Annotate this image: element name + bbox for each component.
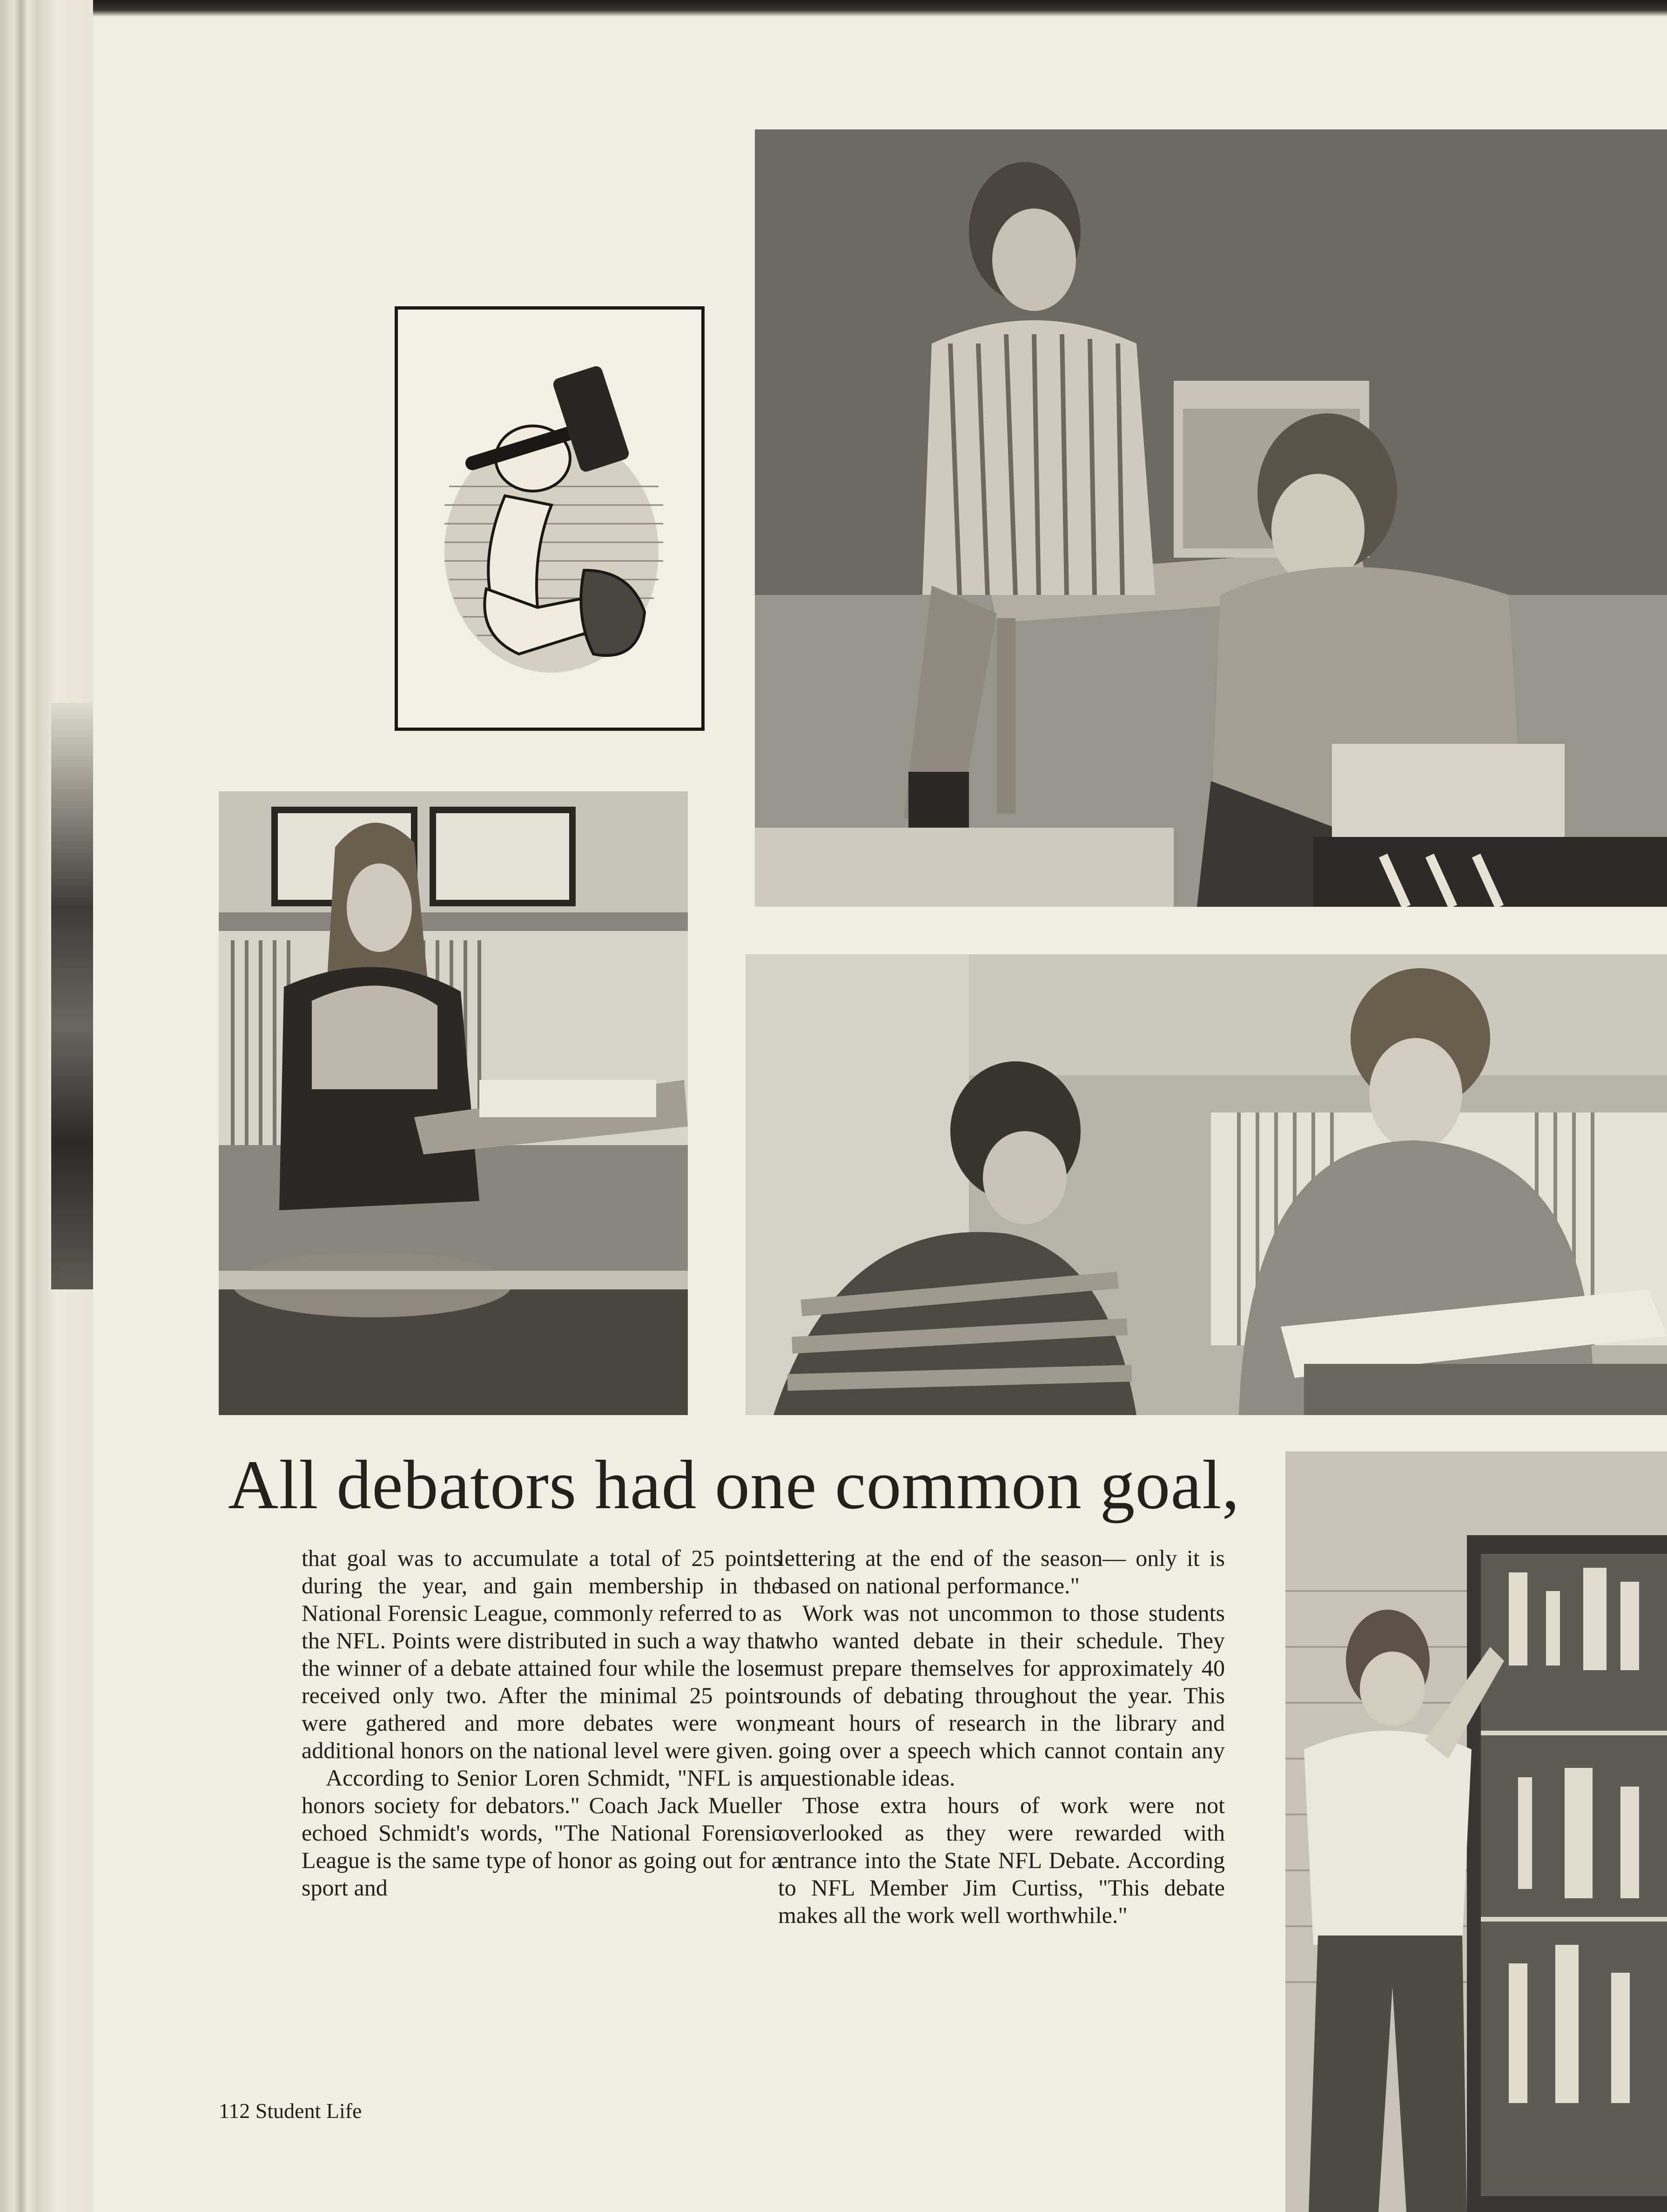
- photo-student-by-trophy-case: [1285, 1451, 1667, 2212]
- article-headline: All debators had one common goal,: [228, 1446, 1240, 1524]
- article-paragraph: that goal was to accumulate a total of 25 points during the year, and gain membership in the National Forensic League, commonly referred to as the NFL. Points were distributed in such a way that the winner of a debate attained four while the loser received only two. After the minimal 25 points were gathered and more debates were won, additional honors on the national level were given.: [302, 1545, 782, 1763]
- article-column-2: [778, 1544, 1225, 1929]
- article-paragraph: According to Senior Loren Schmidt, "NFL is an honors society for debators." Coach Jack Mueller echoed Schmidt's words, "The National Forensic League is the same type of honor as going out for a sport and: [302, 1765, 782, 1901]
- page-top-shadow: [93, 0, 1667, 17]
- article-column-1: [302, 1544, 782, 1902]
- article-paragraph: Work was not uncommon to those students who wanted debate in their schedule. They must prepare themselves for approximately 40 rounds of debating throughout the year. This meant hours of research in the library and going over a speech which cannot contain any questionable ideas.: [778, 1600, 1225, 1791]
- photo-two-boys-reading: [746, 954, 1667, 1415]
- article-paragraph: Those extra hours of work were not overlooked as they were rewarded with entrance into the State NFL Debate. According to NFL Member Jim Curtiss, "This debate makes all the work well worthwhile.": [778, 1792, 1225, 1928]
- photo-two-students-at-desk: [755, 129, 1667, 907]
- gavel-illustration-frame: [395, 306, 705, 731]
- article-paragraph: lettering at the end of the season— only it is based on national performance.": [778, 1545, 1225, 1598]
- page-folio: 112 Student Life: [219, 2099, 362, 2123]
- raised-arm-holding-gavel-icon: [398, 310, 701, 728]
- facing-page-photo-edge: [51, 703, 95, 1289]
- photo-girl-reading: [219, 791, 688, 1415]
